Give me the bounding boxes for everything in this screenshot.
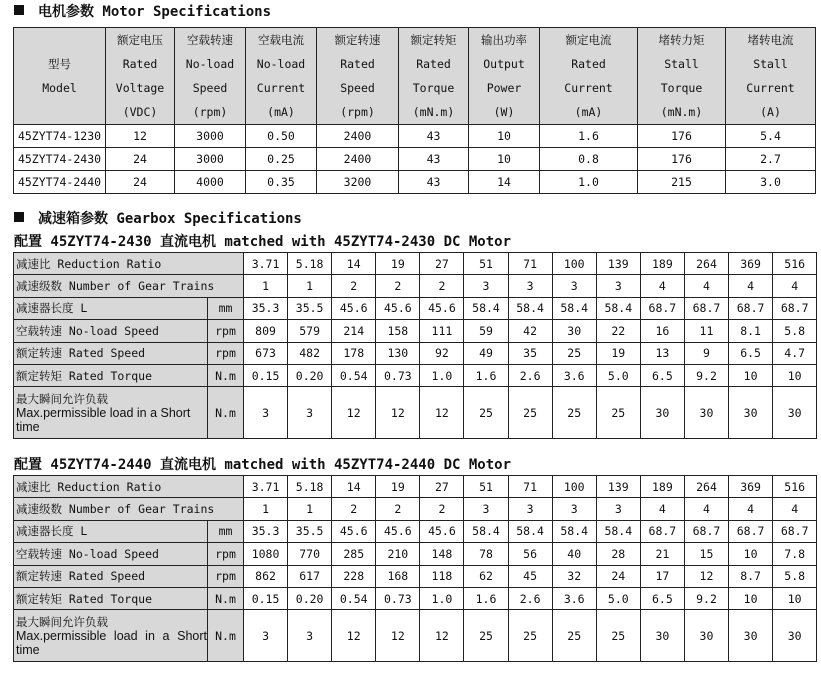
gear-value-cell: 8.1 [729, 320, 773, 342]
gear-row-label: 减速比 Reduction Ratio [14, 476, 244, 498]
motor-value-cell: 1.6 [540, 125, 638, 148]
motor-table-body [14, 125, 816, 194]
square-bullet-icon [14, 5, 24, 15]
gear-value-cell: 22 [596, 320, 640, 342]
gear-value-cell: 12 [376, 610, 420, 662]
gear-value-cell: 40 [552, 543, 596, 565]
gear-value-cell: 5.18 [288, 476, 332, 498]
motor-value-cell: 24 [106, 148, 175, 171]
gear-value-cell: 58.4 [552, 520, 596, 542]
motor-row [14, 125, 816, 148]
gear-value-cell: 516 [773, 253, 817, 275]
gear-value-cell: 14 [332, 253, 376, 275]
gear-value-cell: 4 [773, 498, 817, 520]
gear-value-cell: 3 [288, 610, 332, 662]
gear-row [14, 342, 817, 364]
gear-value-cell: 62 [464, 565, 508, 587]
gear-row-label [14, 610, 208, 662]
gear-value-cell: 10 [773, 587, 817, 609]
gear-value-cell: 3 [552, 275, 596, 297]
gear-row [14, 476, 817, 498]
gear-value-cell: 0.15 [244, 364, 288, 386]
gear-value-cell: 285 [332, 543, 376, 565]
gear-value-cell: 45.6 [376, 297, 420, 319]
motor-header-cell: 额定电流 Rated Current (mA) [540, 28, 638, 125]
gear-value-cell: 42 [508, 320, 552, 342]
gear-value-cell: 45.6 [376, 520, 420, 542]
gear-value-cell: 68.7 [729, 297, 773, 319]
gear-value-cell: 369 [729, 253, 773, 275]
gear-value-cell: 30 [773, 387, 817, 439]
gear-row-label: 额定转速 Rated Speed [14, 342, 208, 364]
motor-header-row [14, 28, 816, 125]
label-cn: 最大瞬间允许负载 [16, 614, 108, 629]
gear-value-cell: 3 [508, 498, 552, 520]
gear-value-cell: 45 [508, 565, 552, 587]
gear-value-cell: 2 [376, 275, 420, 297]
gear-value-cell: 68.7 [684, 520, 728, 542]
gear-value-cell: 3 [552, 498, 596, 520]
motor-header-cell: 型号 Model [14, 28, 106, 125]
gear-value-cell: 7.8 [773, 543, 817, 565]
gear-value-cell: 13 [640, 342, 684, 364]
gear-value-cell: 68.7 [640, 520, 684, 542]
gear-value-cell: 369 [729, 476, 773, 498]
gear-value-cell: 24 [596, 565, 640, 587]
gear-value-cell: 2 [332, 275, 376, 297]
gear-value-cell: 2.6 [508, 587, 552, 609]
gearbox-table-1 [13, 252, 817, 439]
gear-value-cell: 56 [508, 543, 552, 565]
gear-row [14, 587, 817, 609]
gear-value-cell: 139 [596, 476, 640, 498]
gear-value-cell: 178 [332, 342, 376, 364]
gear-value-cell: 3 [288, 387, 332, 439]
gear-value-cell: 4.7 [773, 342, 817, 364]
motor-value-cell: 0.50 [246, 125, 317, 148]
gear-value-cell: 2 [420, 498, 464, 520]
gear-value-cell: 1080 [244, 543, 288, 565]
unit-cell: mm [208, 520, 244, 542]
motor-value-cell: 3000 [175, 148, 246, 171]
gear-row [14, 364, 817, 386]
gear-value-cell: 58.4 [596, 297, 640, 319]
gear-value-cell: 30 [684, 387, 728, 439]
gear-row-label: 空载转速 No-load Speed [14, 543, 208, 565]
gear-value-cell: 28 [596, 543, 640, 565]
gear-value-cell: 139 [596, 253, 640, 275]
gear-value-cell: 17 [640, 565, 684, 587]
gear-value-cell: 6.5 [640, 587, 684, 609]
motor-row [14, 171, 816, 194]
gear-value-cell: 482 [288, 342, 332, 364]
motor-row [14, 148, 816, 171]
gear-value-cell: 58.4 [464, 297, 508, 319]
gear-row-label: 额定转矩 Rated Torque [14, 587, 208, 609]
gear-value-cell: 19 [596, 342, 640, 364]
gear-value-cell: 25 [508, 387, 552, 439]
gear-value-cell: 2.6 [508, 364, 552, 386]
gear-value-cell: 25 [464, 610, 508, 662]
gear-value-cell: 51 [464, 253, 508, 275]
gear-value-cell: 3.71 [244, 476, 288, 498]
gear-value-cell: 21 [640, 543, 684, 565]
gear-value-cell: 0.20 [288, 587, 332, 609]
gear-value-cell: 45.6 [332, 297, 376, 319]
gear-value-cell: 12 [420, 387, 464, 439]
gear-value-cell: 68.7 [729, 520, 773, 542]
gear-value-cell: 111 [420, 320, 464, 342]
gear-value-cell: 3 [244, 610, 288, 662]
gear-value-cell: 1 [244, 275, 288, 297]
gear-value-cell: 27 [420, 476, 464, 498]
model-cell: 45ZYT74-2440 [14, 171, 106, 194]
gear-value-cell: 14 [332, 476, 376, 498]
gear-row-max-load [14, 610, 817, 662]
gear-row [14, 565, 817, 587]
gear-value-cell: 9.2 [684, 587, 728, 609]
gear-value-cell: 71 [508, 476, 552, 498]
gear-value-cell: 25 [552, 342, 596, 364]
motor-value-cell: 2400 [317, 148, 399, 171]
gear-value-cell: 30 [684, 610, 728, 662]
motor-value-cell: 215 [638, 171, 726, 194]
gear-value-cell: 12 [420, 610, 464, 662]
gear-row-label: 额定转速 Rated Speed [14, 565, 208, 587]
gear-row-label: 减速器长度 L [14, 297, 208, 319]
gear-value-cell: 9.2 [684, 364, 728, 386]
gear-value-cell: 100 [552, 253, 596, 275]
gear-row [14, 520, 817, 542]
motor-value-cell: 10 [469, 148, 540, 171]
gear-value-cell: 579 [288, 320, 332, 342]
gearbox-table-2-subtitle: 配置 45ZYT74-2440 直流电机 matched with 45ZYT74-2440 DC Motor [14, 457, 512, 473]
label-en: Max.permissible load in a Short time [16, 628, 207, 657]
motor-header-cell: 空载转速 No-load Speed (rpm) [175, 28, 246, 125]
motor-section-title: 电机参数 Motor Specifications [38, 4, 272, 20]
motor-header-cell: 空载电流 No-load Current (mA) [246, 28, 317, 125]
motor-header-cell: 额定转矩 Rated Torque (mN.m) [399, 28, 469, 125]
gear-value-cell: 35.3 [244, 520, 288, 542]
gear-value-cell: 27 [420, 253, 464, 275]
gear-value-cell: 189 [640, 476, 684, 498]
unit-cell: mm [208, 297, 244, 319]
gear-row-label: 减速器长度 L [14, 520, 208, 542]
square-bullet-icon [14, 212, 24, 222]
gear-value-cell: 228 [332, 565, 376, 587]
motor-value-cell: 14 [469, 171, 540, 194]
gear-value-cell: 4 [684, 275, 728, 297]
gear-value-cell: 189 [640, 253, 684, 275]
gear-value-cell: 30 [773, 610, 817, 662]
gear-value-cell: 0.73 [376, 587, 420, 609]
motor-header-cell: 堵转电流 Stall Current (A) [726, 28, 816, 125]
motor-value-cell: 0.25 [246, 148, 317, 171]
gear-value-cell: 5.0 [596, 587, 640, 609]
motor-value-cell: 4000 [175, 171, 246, 194]
gear-value-cell: 12 [684, 565, 728, 587]
gear-value-cell: 25 [464, 387, 508, 439]
gear-value-cell: 5.8 [773, 565, 817, 587]
gear-value-cell: 3.6 [552, 364, 596, 386]
gear-value-cell: 58.4 [552, 297, 596, 319]
gear-value-cell: 19 [376, 476, 420, 498]
gear-value-cell: 12 [376, 387, 420, 439]
motor-value-cell: 43 [399, 148, 469, 171]
gear-value-cell: 148 [420, 543, 464, 565]
gear-value-cell: 30 [640, 387, 684, 439]
motor-header-cell: 额定电压 Rated Voltage (VDC) [106, 28, 175, 125]
gear-value-cell: 1.0 [420, 587, 464, 609]
gear-value-cell: 4 [640, 498, 684, 520]
gear-value-cell: 30 [729, 387, 773, 439]
gearbox-section-heading [14, 208, 302, 228]
gear-value-cell: 516 [773, 476, 817, 498]
gear-value-cell: 10 [729, 543, 773, 565]
unit-cell: rpm [208, 320, 244, 342]
gear-value-cell: 3.6 [552, 587, 596, 609]
gear-value-cell: 0.20 [288, 364, 332, 386]
gear-value-cell: 617 [288, 565, 332, 587]
gear-value-cell: 214 [332, 320, 376, 342]
gear-value-cell: 3 [464, 275, 508, 297]
gear-value-cell: 58.4 [508, 297, 552, 319]
gear-value-cell: 4 [640, 275, 684, 297]
gear-value-cell: 25 [596, 387, 640, 439]
motor-value-cell: 1.0 [540, 171, 638, 194]
gear-value-cell: 45.6 [420, 297, 464, 319]
unit-cell: rpm [208, 342, 244, 364]
gear-value-cell: 12 [332, 387, 376, 439]
gear-value-cell: 25 [596, 610, 640, 662]
gear-value-cell: 1 [244, 498, 288, 520]
motor-value-cell: 0.8 [540, 148, 638, 171]
unit-cell: rpm [208, 565, 244, 587]
gear-row-label: 空载转速 No-load Speed [14, 320, 208, 342]
motor-value-cell: 176 [638, 148, 726, 171]
motor-value-cell: 2.7 [726, 148, 816, 171]
gear-value-cell: 100 [552, 476, 596, 498]
gear-value-cell: 0.54 [332, 364, 376, 386]
gear-value-cell: 11 [684, 320, 728, 342]
gear-value-cell: 4 [729, 498, 773, 520]
gear-value-cell: 51 [464, 476, 508, 498]
unit-cell: N.m [208, 387, 244, 439]
gear-value-cell: 1.6 [464, 364, 508, 386]
gear-value-cell: 130 [376, 342, 420, 364]
gear-value-cell: 168 [376, 565, 420, 587]
gear-value-cell: 35 [508, 342, 552, 364]
gear-value-cell: 0.54 [332, 587, 376, 609]
gear-row [14, 543, 817, 565]
gear-value-cell: 6.5 [640, 364, 684, 386]
gear-value-cell: 1 [288, 498, 332, 520]
gearbox-table-2 [13, 475, 817, 662]
gear-row [14, 320, 817, 342]
label-en: Max.permissible load in a Short time [16, 405, 191, 434]
gear-value-cell: 68.7 [773, 520, 817, 542]
gear-value-cell: 10 [773, 364, 817, 386]
motor-specs-table [13, 27, 816, 194]
gearbox-section-title: 减速箱参数 Gearbox Specifications [38, 211, 302, 227]
gear-value-cell: 118 [420, 565, 464, 587]
gear-value-cell: 9 [684, 342, 728, 364]
gear-value-cell: 45.6 [420, 520, 464, 542]
motor-value-cell: 5.4 [726, 125, 816, 148]
motor-value-cell: 2400 [317, 125, 399, 148]
gear-value-cell: 49 [464, 342, 508, 364]
gear-value-cell: 25 [552, 610, 596, 662]
gear-value-cell: 3 [596, 498, 640, 520]
motor-section-heading [14, 1, 271, 21]
motor-value-cell: 3.0 [726, 171, 816, 194]
gear-value-cell: 1 [288, 275, 332, 297]
gear-value-cell: 58.4 [596, 520, 640, 542]
gear-value-cell: 3 [508, 275, 552, 297]
unit-cell: N.m [208, 610, 244, 662]
gear-value-cell: 2 [332, 498, 376, 520]
gear-value-cell: 71 [508, 253, 552, 275]
gear-value-cell: 59 [464, 320, 508, 342]
gear-value-cell: 3 [596, 275, 640, 297]
motor-value-cell: 43 [399, 125, 469, 148]
gear-value-cell: 30 [640, 610, 684, 662]
model-cell: 45ZYT74-2430 [14, 148, 106, 171]
gear-value-cell: 35.3 [244, 297, 288, 319]
gear-value-cell: 19 [376, 253, 420, 275]
gear-value-cell: 6.5 [729, 342, 773, 364]
gear-row [14, 297, 817, 319]
gear-row [14, 275, 817, 297]
motor-value-cell: 3200 [317, 171, 399, 194]
gear-value-cell: 673 [244, 342, 288, 364]
gearbox-table-1-subtitle: 配置 45ZYT74-2430 直流电机 matched with 45ZYT74-2430 DC Motor [14, 234, 512, 250]
gear-value-cell: 30 [552, 320, 596, 342]
motor-header-cell: 输出功率 Output Power (W) [469, 28, 540, 125]
gear-value-cell: 12 [332, 610, 376, 662]
motor-value-cell: 24 [106, 171, 175, 194]
gear-value-cell: 2 [376, 498, 420, 520]
gear-value-cell: 158 [376, 320, 420, 342]
gear-value-cell: 3.71 [244, 253, 288, 275]
gear-value-cell: 8.7 [729, 565, 773, 587]
gear-value-cell: 25 [552, 387, 596, 439]
gear-value-cell: 92 [420, 342, 464, 364]
gear-value-cell: 1.0 [420, 364, 464, 386]
gear-value-cell: 3 [244, 387, 288, 439]
gear-value-cell: 45.6 [332, 520, 376, 542]
gear-row-label: 减速级数 Number of Gear Trains [14, 275, 244, 297]
gear-value-cell: 68.7 [773, 297, 817, 319]
gear-value-cell: 862 [244, 565, 288, 587]
gear-value-cell: 10 [729, 587, 773, 609]
gear-value-cell: 4 [729, 275, 773, 297]
gear-value-cell: 5.8 [773, 320, 817, 342]
gear-value-cell: 68.7 [684, 297, 728, 319]
gear-value-cell: 3 [464, 498, 508, 520]
unit-cell: N.m [208, 587, 244, 609]
motor-value-cell: 0.35 [246, 171, 317, 194]
gear-value-cell: 0.15 [244, 587, 288, 609]
gear-row-label: 额定转矩 Rated Torque [14, 364, 208, 386]
gear-value-cell: 264 [684, 253, 728, 275]
gear-value-cell: 32 [552, 565, 596, 587]
gear-value-cell: 809 [244, 320, 288, 342]
gear-row [14, 253, 817, 275]
model-cell: 45ZYT74-1230 [14, 125, 106, 148]
gear-value-cell: 4 [773, 275, 817, 297]
motor-value-cell: 176 [638, 125, 726, 148]
label-cn: 最大瞬间允许负载 [16, 391, 108, 406]
unit-cell: rpm [208, 543, 244, 565]
gear-value-cell: 0.73 [376, 364, 420, 386]
gear-value-cell: 25 [508, 610, 552, 662]
motor-value-cell: 3000 [175, 125, 246, 148]
motor-value-cell: 43 [399, 171, 469, 194]
gear-value-cell: 15 [684, 543, 728, 565]
gear-value-cell: 1.6 [464, 587, 508, 609]
gear-row-max-load [14, 387, 817, 439]
unit-cell: N.m [208, 364, 244, 386]
gear-value-cell: 5.0 [596, 364, 640, 386]
gear-value-cell: 2 [420, 275, 464, 297]
gear-value-cell: 5.18 [288, 253, 332, 275]
motor-value-cell: 12 [106, 125, 175, 148]
gear-value-cell: 35.5 [288, 297, 332, 319]
gear-value-cell: 58.4 [508, 520, 552, 542]
gear-value-cell: 78 [464, 543, 508, 565]
gear-row-label: 减速级数 Number of Gear Trains [14, 498, 244, 520]
gear-value-cell: 58.4 [464, 520, 508, 542]
gear-value-cell: 30 [729, 610, 773, 662]
gear-row [14, 498, 817, 520]
motor-header-cell: 堵转力矩 Stall Torque (mN.m) [638, 28, 726, 125]
gear-value-cell: 770 [288, 543, 332, 565]
gear-value-cell: 264 [684, 476, 728, 498]
motor-value-cell: 10 [469, 125, 540, 148]
gear-row-label: 减速比 Reduction Ratio [14, 253, 244, 275]
gear-row-label [14, 387, 208, 439]
gear-value-cell: 10 [729, 364, 773, 386]
motor-header-cell: 额定转速 Rated Speed (rpm) [317, 28, 399, 125]
gear-value-cell: 35.5 [288, 520, 332, 542]
gear-value-cell: 210 [376, 543, 420, 565]
gear-value-cell: 4 [684, 498, 728, 520]
gear-value-cell: 16 [640, 320, 684, 342]
gear-value-cell: 68.7 [640, 297, 684, 319]
